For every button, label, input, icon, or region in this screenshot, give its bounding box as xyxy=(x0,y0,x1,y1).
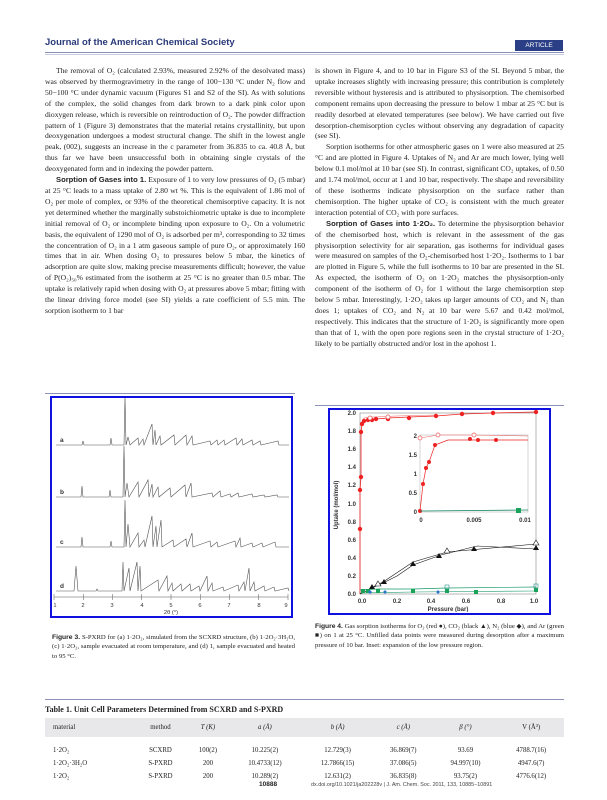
table-cell: SCXRD xyxy=(149,747,172,754)
inset-x-tick: 0 xyxy=(419,518,423,524)
column-header: a (Å) xyxy=(229,718,302,737)
table-cell: 1·2O₂ xyxy=(53,773,70,780)
trace-label-a: a xyxy=(60,437,64,444)
y-tick-label: 0.8 xyxy=(347,520,356,526)
table-cell: S-PXRD xyxy=(148,760,173,767)
table-cell: 10.4733(12) xyxy=(248,760,282,767)
y-tick-label: 0.2 xyxy=(347,574,356,580)
column-header: β (°) xyxy=(433,718,499,737)
table-row xyxy=(45,744,564,757)
header-rule xyxy=(45,52,564,53)
x-tick-label: 1 xyxy=(53,603,57,609)
table-cell: 1·2O₂ xyxy=(53,747,70,754)
inset-x-tick: 0.005 xyxy=(466,518,482,524)
x-tick-label: 0.4 xyxy=(426,599,436,605)
series-co2 xyxy=(360,540,539,594)
table-cell: 4947.6(7) xyxy=(517,760,545,767)
figure3-caption xyxy=(52,633,295,661)
table-cell: 4788.7(16) xyxy=(516,747,547,754)
right-column xyxy=(315,66,564,350)
figure4-caption-label: Figure 4. xyxy=(315,623,343,630)
table-row xyxy=(45,757,564,770)
trace-label-c: c xyxy=(60,539,64,546)
table-cell: 12.631(2) xyxy=(324,773,351,780)
figure3-top-rule xyxy=(45,393,295,394)
table-cell: 12.7866(15) xyxy=(320,760,355,767)
inset-y-tick: 0.5 xyxy=(408,491,417,497)
x-tick-label: 0.2 xyxy=(392,599,402,605)
inset-chart xyxy=(409,433,532,524)
figure4-caption-text: Gas sorption isotherms for O₂ (red ●), CO₂ (black ▲), N₂ (blue ◆), and Ar (green ■) on 1 at 25 °C. Unfilled data points were measured during desorption after a maximum pressure of 10 bar. Inset: expansion of the low pressure region. xyxy=(315,623,565,649)
y-tick-label: 0.6 xyxy=(347,538,356,544)
column-header: method xyxy=(134,718,188,737)
figure3-pxrd-chart xyxy=(52,398,290,615)
y-tick-label: 0.0 xyxy=(347,592,356,598)
table-cell: 200 xyxy=(202,773,214,780)
x-tick-label: 5 xyxy=(169,603,173,609)
figure3-frame xyxy=(50,396,293,618)
column-header: T (K) xyxy=(187,718,228,737)
column-header: b (Å) xyxy=(301,718,374,737)
section-heading-sorption-1: Sorption of Gases into 1. xyxy=(56,175,147,185)
table-cell: 1·2O₂·3H₂O xyxy=(53,760,88,767)
table-cell: 10.225(2) xyxy=(251,747,279,754)
left-column xyxy=(45,66,305,317)
figure4-frame xyxy=(328,408,551,615)
x-tick-label: 3 xyxy=(110,603,114,609)
table-cell: 94.997(10) xyxy=(450,760,481,767)
table-cell: S-PXRD xyxy=(148,773,173,780)
figure4-top-rule xyxy=(315,405,564,406)
paragraph-o2-removal: The removal of O₂ (calculated 2.93%, measured 2.92% of the desolvated mass) was observed by thermogravimetry in the range of 100−130 °C under N₂ flow and 50−100 °C under dynamic vacuum (Figures S1 and S2 of the SI). As with solutions of the complex, the solid changes from dark brown to a dark pink color upon dioxygen release, which is reversible on reintroduction of O₂. The powder diffraction pattern of 1 (Figure 3) demonstrates that the material retains crystallinity, but upon deoxygenation undergoes a modest structural change. The shift in the lowest angle peak, (002), suggests an increase in the c parameter from 36.835 to ca. 40.8 Å, but thus far we have been unsuccessful both in obtaining single crystals of the deoxygenated form and in indexing the powder pattern. xyxy=(45,66,305,174)
figure4-caption xyxy=(315,622,564,650)
y-tick-label: 1.6 xyxy=(347,447,356,453)
column-header: c (Å) xyxy=(374,718,433,737)
table-cell: 93.75(2) xyxy=(453,773,478,780)
table-cell: 200 xyxy=(202,760,214,767)
table-cell: 10.289(2) xyxy=(251,773,279,780)
inset-x-tick: 0.01 xyxy=(519,518,531,524)
table-cell: 12.729(3) xyxy=(324,747,351,754)
series-ar xyxy=(360,584,538,594)
paragraph-atmospheric-gases: Sorption isotherms for other atmospheric gases on 1 were also measured at 25 °C and are plotted in Figure 4. Uptakes of N₂ and Ar are much lower, lying well below 0.1 mol/mol at 10 bar (see SI). In contrast, significant CO₂ uptakes, of 0.50 and 1.74 mol/mol, occur at 1 and 10 bar, respectively. The shape and reversibility of these isotherms indicate physisorption on the surface rather than chemisorption. The higher uptake of CO₂ is consistent with the much greater interaction potential of CO₂ with pore surfaces. xyxy=(315,142,564,217)
table-cell: 93.69 xyxy=(457,747,474,754)
section-heading-sorption-1-2o2: Sorption of Gases into 1·2O₂. xyxy=(326,218,436,228)
paragraph-text: To determine the physisorption behavior of the chemisorbed host, which is relevant in the assessment of the gas physisorption selectivity for air separation, gas isotherms for individual gases were measured on samples of the O₂-chemisorbed host 1·2O₂. Isotherms to 1 bar are plotted in Figure 5, while the full isotherms to 10 bar are presented in the SI. As expected, the isotherm of O₂ on 1·2O₂ matches the physisorption-only component of the isotherm of O₂ for 1 without the large chemisorption step below 5 mbar. Interestingly, 1·2O₂ takes up larger amounts of CO₂ and N₂ than does 1; uptakes of CO₂ and N₂ at 10 bar were 5.67 and 0.42 mol/mol, respectively. This indicates that the structure of 1·2O₂ is significantly more open than that of 1, with the open pore regions seen in the crystal structure of 1·2O₂ likely to be partially obstructed and/or lost in the apohost 1. xyxy=(315,218,564,348)
trace-label-d: d xyxy=(60,583,64,590)
paragraph-continuation: is shown in Figure 4, and to 10 bar in Figure S3 of the SI. Beyond 5 mbar, the uptake increases slightly with increasing pressure; this contribution is completely reversible without hysteresis and is attributed to physisorption. The chemisorbed component remains upon decreasing the pressure to below 1 mbar at 25 °C but is readily desorbed at elevated temperatures (see below). We have carried out five desorption-chemisorption cycles without observing any degradation of capacity (see SI). xyxy=(315,66,564,141)
table-top-rule xyxy=(45,699,564,700)
x-axis-label: 2θ (°) xyxy=(163,610,179,615)
y-tick-label: 1.0 xyxy=(347,502,356,508)
column-header: V (Å³) xyxy=(498,718,564,737)
table-header-row xyxy=(45,718,564,737)
table-cell: 36.869(7) xyxy=(389,747,417,754)
y-tick-label: 0.4 xyxy=(347,556,356,562)
doi-citation-link[interactable]: dx.doi.org/10.1021/ja202228v | J. Am. Chem. Soc. 2011, 133, 10885−10891 xyxy=(311,782,493,788)
y-tick-label: 2.0 xyxy=(347,411,356,417)
table-cell: 37.086(5) xyxy=(389,760,417,767)
paragraph-sorption-1-2o2 xyxy=(315,219,564,350)
header-rule-secondary xyxy=(45,54,564,55)
table-cell: 4776.6(12) xyxy=(516,773,547,780)
x-tick-label: 6 xyxy=(198,603,202,609)
article-badge: ARTICLE xyxy=(515,40,563,51)
x-axis-label: Pressure (bar) xyxy=(427,607,469,612)
figure3-caption-label: Figure 3. xyxy=(52,634,81,641)
table1-title: Table 1. Unit Cell Parameters Determined from SCXRD and S-PXRD xyxy=(45,705,284,714)
inset-y-tick: 2 xyxy=(413,434,417,440)
figure3-caption-text: S-PXRD for (a) 1·2O₂, simulated from the SCXRD structure, (b) 1·2O₂·3H₂O, (c) 1·2O₂, sample evacuated at room temperature, and (d) 1, sample evacuated and heated to 95 °C. xyxy=(52,634,296,660)
x-tick-label: 9 xyxy=(284,603,288,609)
paragraph-sorption-1 xyxy=(45,175,305,317)
x-tick-label: 1.0 xyxy=(529,599,539,605)
y-tick-label: 1.8 xyxy=(347,429,356,435)
y-axis-label: Uptake (mol/mol) xyxy=(334,480,340,530)
inset-y-tick: 1.5 xyxy=(408,453,417,459)
x-tick-label: 7 xyxy=(227,603,231,609)
x-tick-label: 4 xyxy=(140,603,144,609)
table-cell: 100(2) xyxy=(198,747,218,754)
page-number: 10888 xyxy=(259,781,278,788)
column-header: material xyxy=(45,718,134,737)
x-tick-label: 2 xyxy=(81,603,85,609)
table-cell: 36.835(8) xyxy=(389,773,417,780)
y-tick-label: 1.4 xyxy=(347,465,356,471)
x-tick-label: 0.6 xyxy=(461,599,471,605)
x-tick-label: 0.0 xyxy=(357,599,367,605)
x-tick-label: 8 xyxy=(257,603,261,609)
y-tick-label: 1.2 xyxy=(347,483,356,489)
figure4-isotherm-chart xyxy=(330,410,548,612)
inset-y-tick: 1 xyxy=(413,472,417,478)
inset-y-tick: 0 xyxy=(413,510,417,516)
paragraph-text: Exposure of 1 to very low pressures of O₂ (5 mbar) at 25 °C leads to a mass uptake of 2.80 wt %. This is the equivalent of 1.86 mol of O₂ per mole of complex, or 93% of the theoretical chemisorptive capacity. It is not yet determined whether the marginally substoichiometric uptake is due to incomplete initial removal of O₂ or incomplete binding upon exposure to O₂. On a volumetric basis, the equivalent of 1290 mol of O₂ is adsorbed per m³, corresponding to 32 times the concentration of O₂ in a 1 atm gaseous sample of pure O₂, or approximately 160 times that in air. When dosing O₂ to pressures below 5 mbar, the kinetics of adsorption are quite slow, making precise measurements difficult; however, the value of P(O₂)₅₀% estimated from the isotherm at 25 °C is no greater than 0.5 mbar. The uptake is relatively rapid when dosing with O₂ at pressures above 5 mbar; fitting with the linear driving force model (see SI) yields a rate coefficient of 5.5 min. The sorption isotherm to 1 bar xyxy=(45,175,305,315)
x-tick-label: 0.8 xyxy=(496,599,506,605)
table1 xyxy=(45,718,564,783)
trace-label-b: b xyxy=(60,489,64,496)
journal-title: Journal of the American Chemical Society xyxy=(45,37,235,48)
